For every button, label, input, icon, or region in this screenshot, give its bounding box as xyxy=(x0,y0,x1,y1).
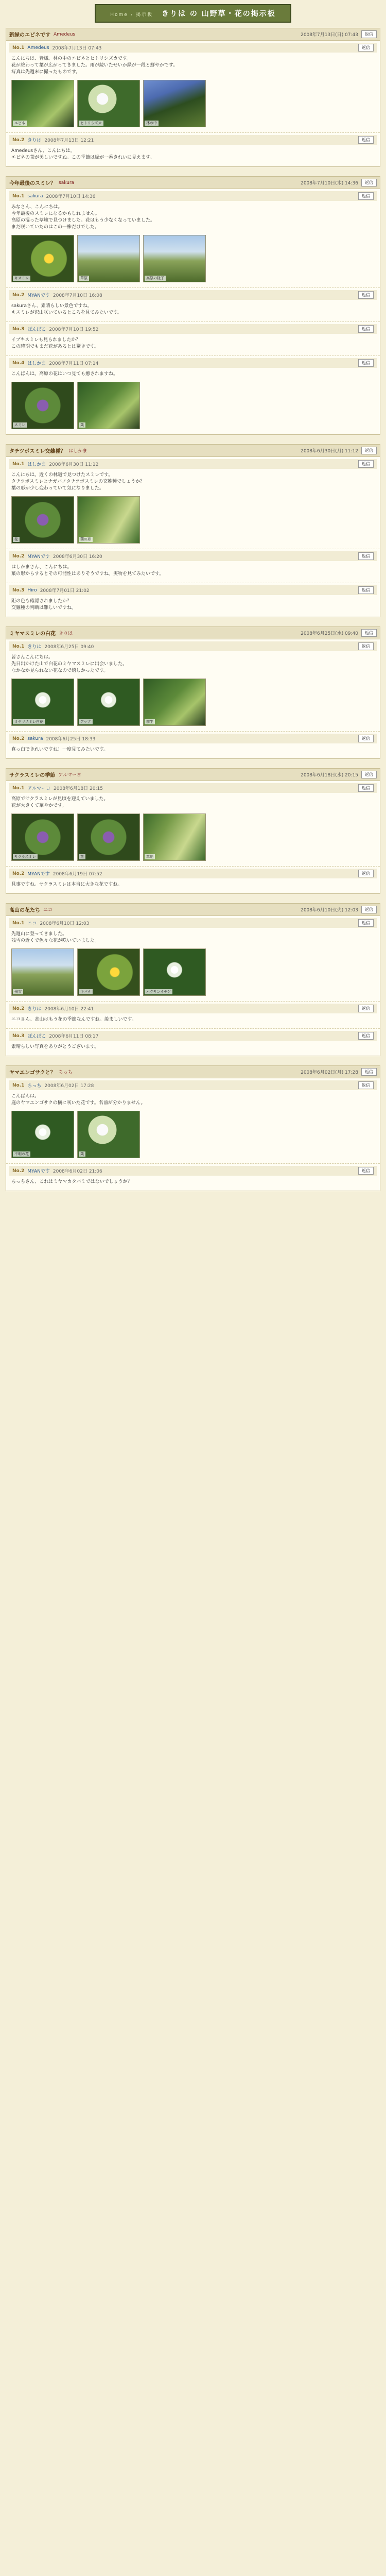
post-reply-button[interactable]: 返信 xyxy=(358,784,374,792)
post-body-line: キスミレが沢山咲いているところを見てみたいです。 xyxy=(11,310,122,315)
photo-caption: 葉 xyxy=(79,1151,85,1157)
post-number: No.3 xyxy=(12,1033,25,1039)
post-body-line: 今年最後のスミレになるかもしれません。 xyxy=(11,211,100,216)
thread-subject[interactable]: 高山の花たち xyxy=(9,908,40,913)
thread-reply-button[interactable]: 返信 xyxy=(361,906,377,913)
post-date: 2008年7月13日 07:43 xyxy=(52,46,102,51)
post-author[interactable]: MYANです xyxy=(27,554,50,560)
post-body-line: イブキスミレも見られましたか？ xyxy=(11,337,81,343)
photo-caption: ヒトリシズカ xyxy=(79,121,103,126)
post-date: 2008年6月02日 17:28 xyxy=(44,1083,94,1089)
post-date: 2008年6月18日 20:15 xyxy=(54,786,103,791)
post-body-line: 花が大きくて華やかです。 xyxy=(11,803,67,808)
photo-caption: 花 xyxy=(13,537,20,542)
photo-caption: 林の中 xyxy=(145,121,159,126)
post-date: 2008年7月01日 21:02 xyxy=(40,588,90,594)
post xyxy=(6,639,380,732)
photo-strip xyxy=(11,679,375,726)
post xyxy=(6,781,380,867)
post-number: No.1 xyxy=(12,45,25,50)
post-photo[interactable] xyxy=(77,1111,140,1158)
post-date: 2008年6月11日 08:17 xyxy=(49,1034,99,1039)
post xyxy=(6,322,380,356)
thread-date: 2008年7月10日(木) 14:36 xyxy=(301,181,358,186)
post-photo[interactable] xyxy=(77,80,140,127)
thread-date: 2008年6月10日(火) 12:03 xyxy=(301,908,358,913)
post-body-line: 先日出かけた山で白花のミヤマスミレに出会いました。 xyxy=(11,662,128,667)
post-body-line: はしかまさん、こんにちは。 xyxy=(11,565,72,570)
post xyxy=(6,1002,380,1029)
photo-caption: アップ xyxy=(79,719,93,724)
thread-title-bar xyxy=(6,1066,380,1078)
post-photo[interactable] xyxy=(77,679,140,726)
post-reply-button[interactable]: 返信 xyxy=(358,460,374,468)
thread-title-bar xyxy=(6,769,380,781)
post-number: No.4 xyxy=(12,360,25,366)
thread-date: 2008年6月25日(水) 09:40 xyxy=(301,631,358,636)
post-date: 2008年7月10日 19:52 xyxy=(49,327,99,332)
thread-date: 2008年6月18日(水) 20:15 xyxy=(301,773,358,778)
post-reply-button[interactable]: 返信 xyxy=(358,1167,374,1175)
post-body-line: みなさん、こんにちは。 xyxy=(11,205,63,210)
post xyxy=(6,583,380,617)
post-date: 2008年7月10日 16:08 xyxy=(52,293,102,298)
photo-strip xyxy=(11,235,375,282)
photo-caption: エビネ xyxy=(13,121,27,126)
post-body-line: 残雪の近くで色々な花が咲いていました。 xyxy=(11,938,100,943)
thread xyxy=(6,626,380,759)
post-reply-button[interactable]: 返信 xyxy=(358,586,374,594)
thread-subject[interactable]: ミヤマスミレの白花 xyxy=(9,631,56,637)
thread-subject[interactable]: ヤマエンゴサクと？ xyxy=(9,1070,56,1076)
thread xyxy=(6,176,380,435)
thread-date: 2008年6月02日(月) 17:28 xyxy=(301,1070,358,1075)
post-body-line: なかなか見られない花なので嬉しかったです。 xyxy=(11,668,109,673)
post-photo[interactable] xyxy=(77,235,140,282)
thread-date: 2008年6月30日(月) 11:12 xyxy=(301,449,358,454)
post-number: No.1 xyxy=(12,785,25,791)
post-author[interactable]: ぽんぽこ xyxy=(27,1034,46,1039)
photo-caption: 群生 xyxy=(145,719,155,724)
post-reply-button[interactable]: 返信 xyxy=(358,1032,374,1040)
post-reply-button[interactable]: 返信 xyxy=(358,291,374,299)
post-reply-button[interactable]: 返信 xyxy=(358,735,374,742)
post xyxy=(6,288,380,322)
thread-reply-button[interactable]: 返信 xyxy=(361,30,377,38)
thread xyxy=(6,768,380,894)
post-reply-button[interactable]: 返信 xyxy=(358,325,374,333)
post-photo[interactable] xyxy=(143,80,206,127)
post-author[interactable]: はしかま xyxy=(27,361,46,366)
post-header xyxy=(9,358,377,368)
post-date: 2008年6月25日 18:33 xyxy=(46,737,96,742)
post xyxy=(6,1164,380,1191)
photo-caption: 草地 xyxy=(145,854,155,859)
post-reply-button[interactable]: 返信 xyxy=(358,359,374,367)
post-date: 2008年6月25日 09:40 xyxy=(44,645,94,650)
post-number: No.1 xyxy=(12,920,25,926)
post-author[interactable]: Hiro xyxy=(27,587,37,593)
thread-reply-button[interactable]: 返信 xyxy=(361,629,377,637)
post-photo[interactable] xyxy=(11,948,74,996)
post-header xyxy=(9,1080,377,1090)
thread-title-bar xyxy=(6,177,380,189)
post-author[interactable]: きりは xyxy=(27,1007,42,1012)
photo-caption: 葉 xyxy=(79,422,85,428)
post-reply-button[interactable]: 返信 xyxy=(358,870,374,877)
photo-strip xyxy=(11,1111,375,1158)
post-author[interactable]: MYANです xyxy=(27,872,50,877)
thread-reply-button[interactable]: 返信 xyxy=(361,1068,377,1076)
post-author[interactable]: Amedeus xyxy=(27,45,49,50)
post-body-line: 高原でサクラスミレが見頃を迎えていました。 xyxy=(11,796,109,802)
post xyxy=(6,133,380,166)
post-number: No.2 xyxy=(12,1006,25,1011)
post xyxy=(6,189,380,288)
thread-author: ニコ xyxy=(43,908,53,913)
post-body-line: この時期でもまだ花があるとは驚きです。 xyxy=(11,344,99,349)
photo-strip xyxy=(11,80,375,127)
post-number: No.2 xyxy=(12,137,25,143)
photo-caption: 不明の花 xyxy=(13,1151,30,1157)
thread-title-bar xyxy=(6,627,380,639)
post-header xyxy=(9,585,377,595)
post-photo[interactable] xyxy=(143,814,206,861)
post-header xyxy=(9,783,377,793)
post-number: No.1 xyxy=(12,643,25,649)
post-body-line: エビネの葉が美しいですね。この季節は緑が一番きれいに見えます。 xyxy=(11,155,155,160)
thread-author: Amedeus xyxy=(54,31,76,37)
post-date: 2008年6月10日 12:03 xyxy=(40,921,90,926)
thread-subject[interactable]: 新緑のエビネです xyxy=(9,32,50,38)
photo-strip xyxy=(11,948,375,996)
post-reply-button[interactable]: 返信 xyxy=(358,919,374,927)
post-photo[interactable] xyxy=(11,235,74,282)
post-photo[interactable] xyxy=(11,382,74,429)
post-date: 2008年6月19日 07:52 xyxy=(52,872,102,877)
post-author[interactable]: sakura xyxy=(27,736,43,741)
thread-subject[interactable]: タチツボスミレ交雑種？ xyxy=(9,449,66,454)
post-date: 2008年6月30日 16:20 xyxy=(52,554,102,560)
post-header xyxy=(9,324,377,334)
photo-caption: 残雪 xyxy=(13,989,23,994)
post-header xyxy=(9,1166,377,1176)
post-body-line: 真っ白できれいですね！一度見てみたいです。 xyxy=(11,747,109,752)
post-author[interactable]: MYANです xyxy=(27,1169,50,1174)
thread-title-bar xyxy=(6,445,380,457)
post-number: No.2 xyxy=(12,1168,25,1174)
thread xyxy=(6,28,380,167)
post-body-line: こんばんは。高原の花はいつ見ても癒されますね。 xyxy=(11,371,118,377)
photo-strip xyxy=(11,814,375,861)
post-header xyxy=(9,551,377,561)
post-body-line: ちっちさん、これはミヤマカタバミではないでしょうか？ xyxy=(11,1179,132,1184)
post-header xyxy=(9,191,377,201)
post-photo[interactable] xyxy=(143,948,206,996)
post-header xyxy=(9,734,377,743)
photo-caption: サクラスミレ xyxy=(13,854,38,859)
photo-caption: 葉の形 xyxy=(79,537,93,542)
thread-title-bar xyxy=(6,904,380,916)
thread-author: はしかま xyxy=(68,449,87,454)
post-header xyxy=(9,43,377,53)
post-photo[interactable] xyxy=(77,496,140,544)
post xyxy=(6,916,380,1002)
thread-subject[interactable]: 今年最後のスミレ？ xyxy=(9,181,56,187)
post-photo[interactable] xyxy=(11,1111,74,1158)
post-body-line: 距の色も確認されましたか？ xyxy=(11,599,72,604)
post-body-line: こんにちは、皆様。林の中のエビネとヒトリシズカです。 xyxy=(11,56,132,61)
post-photo[interactable] xyxy=(77,948,140,996)
post-reply-button[interactable]: 返信 xyxy=(358,44,374,52)
post xyxy=(6,41,380,133)
post-date: 2008年7月13日 12:21 xyxy=(44,138,94,143)
board-header xyxy=(4,2,382,25)
post-author[interactable]: ちっち xyxy=(27,1083,42,1089)
post xyxy=(6,549,380,583)
post-header xyxy=(9,290,377,300)
thread-subject[interactable]: サクラスミレの季節 xyxy=(9,773,56,778)
post xyxy=(6,457,380,549)
post xyxy=(6,732,380,758)
post-author[interactable]: sakura xyxy=(27,193,43,199)
post-reply-button[interactable]: 返信 xyxy=(358,1081,374,1089)
thread-reply-button[interactable]: 返信 xyxy=(361,771,377,778)
post-photo[interactable] xyxy=(143,679,206,726)
post-reply-button[interactable]: 返信 xyxy=(358,552,374,560)
post-author[interactable]: MYANです xyxy=(27,293,50,298)
post-photo[interactable] xyxy=(77,814,140,861)
thread-list xyxy=(4,28,382,1191)
post-reply-button[interactable]: 返信 xyxy=(358,136,374,144)
post-date: 2008年6月30日 11:12 xyxy=(49,462,99,467)
post-number: No.2 xyxy=(12,736,25,741)
post-photo[interactable] xyxy=(11,679,74,726)
post-body-line: 庭のヤマエンゴサクの横に咲いた花です。名前が分かりません。 xyxy=(11,1100,146,1106)
post-body-line: 素晴らしい写真をありがとうございます。 xyxy=(11,1044,99,1049)
post-body-line: 葉の形が少し変わっていて気になりました。 xyxy=(11,486,104,491)
post-body-line: ニコさん、高山はもう花の季節なんですね。羨ましいです。 xyxy=(11,1017,136,1022)
post-number: No.1 xyxy=(12,461,25,467)
board-title: きりは の 山野草・花の掲示板 xyxy=(162,10,276,18)
post-photo[interactable] xyxy=(11,80,74,127)
thread-reply-button[interactable]: 返信 xyxy=(361,447,377,454)
photo-caption: スミレ xyxy=(13,422,27,428)
post-date: 2008年7月11日 07:14 xyxy=(49,361,99,366)
board xyxy=(4,0,382,1191)
post-author[interactable]: はしかま xyxy=(27,462,46,467)
post-body-line: 高原の湿った草地で見つけました。花はもう少なくなっていました。 xyxy=(11,218,155,223)
thread xyxy=(6,444,380,617)
post-body-line: 花が終わって葉が広がってきました。雨が続いたせいか緑が一段と鮮やかです。 xyxy=(11,63,178,68)
photo-strip xyxy=(11,382,375,429)
post xyxy=(6,1029,380,1056)
thread xyxy=(6,1065,380,1191)
photo-caption: 草原 xyxy=(79,276,89,281)
post xyxy=(6,356,380,434)
post-header xyxy=(9,459,377,469)
post-author[interactable]: きりは xyxy=(27,138,42,143)
post-date: 2008年6月02日 21:06 xyxy=(52,1169,102,1174)
post-number: No.3 xyxy=(12,326,25,332)
post xyxy=(6,867,380,893)
post-body-line: 写真は先週末に撮ったものです。 xyxy=(11,70,81,75)
photo-caption: ハクサンイチゲ xyxy=(145,989,172,994)
photo-caption: キスミレ xyxy=(13,276,30,281)
post-author[interactable]: ぽんぽこ xyxy=(27,327,46,332)
post-reply-button[interactable]: 返信 xyxy=(358,1005,374,1012)
photo-caption: ミヤマスミレ白花 xyxy=(13,719,45,724)
post-body-line: 先週山に登ってきました。 xyxy=(11,931,67,937)
post-body-line: こんにちは。近くの林道で見つけたスミレです。 xyxy=(11,472,113,478)
post-number: No.1 xyxy=(12,1082,25,1088)
post-number: No.1 xyxy=(12,193,25,199)
photo-caption: キバナ xyxy=(79,989,93,994)
post-header xyxy=(9,135,377,145)
post-header xyxy=(9,918,377,928)
thread-author: sakura xyxy=(59,180,75,185)
post-photo[interactable] xyxy=(143,235,206,282)
post-body-line: タチツボスミレとナガバノタチツボスミレの交雑種でしょうか？ xyxy=(11,479,145,484)
thread-reply-button[interactable]: 返信 xyxy=(361,179,377,187)
post-body-line: Amedeusさん、こんにちは。 xyxy=(11,148,75,154)
post-reply-button[interactable]: 返信 xyxy=(358,192,374,200)
post-body-line: sakuraさん、素晴らしい景色ですね。 xyxy=(11,303,92,309)
post-number: No.2 xyxy=(12,553,25,559)
post-number: No.2 xyxy=(12,292,25,298)
post-photo[interactable] xyxy=(11,814,74,861)
post-author[interactable]: ニコ xyxy=(27,921,37,926)
post-photo[interactable] xyxy=(77,382,140,429)
post-header xyxy=(9,869,377,878)
post-author[interactable]: アルマーヨ xyxy=(27,786,51,791)
post-body-line: 交雑種の判断は難しいですね。 xyxy=(11,605,77,611)
thread-author: アルマーヨ xyxy=(58,773,81,778)
thread-date: 2008年7月13日(日) 07:43 xyxy=(301,32,358,38)
post-body-line: こんばんは。 xyxy=(11,1094,40,1099)
thread-author: きりは xyxy=(59,631,73,636)
board-subtitle: Home › 掲示板 xyxy=(110,12,153,18)
post-header xyxy=(9,641,377,651)
post-date: 2008年7月10日 14:36 xyxy=(46,194,96,199)
post-body-line: 葉の形からするとその可能性はありそうですね。実物を見てみたいです。 xyxy=(11,571,164,577)
post-photo[interactable] xyxy=(11,496,74,544)
post-header xyxy=(9,1004,377,1013)
photo-caption: 高原の様子 xyxy=(145,276,166,281)
post-number: No.2 xyxy=(12,871,25,876)
post-header xyxy=(9,1031,377,1041)
post-reply-button[interactable]: 返信 xyxy=(358,642,374,650)
photo-caption: 花 xyxy=(79,854,85,859)
post-number: No.3 xyxy=(12,587,25,593)
post xyxy=(6,1078,380,1164)
post-author[interactable]: きりは xyxy=(27,645,42,650)
post-body-line: 見事ですね。サクラスミレは本当に大きな花ですね。 xyxy=(11,882,122,887)
thread-author: ちっち xyxy=(58,1070,73,1075)
photo-strip xyxy=(11,496,375,544)
thread-title-bar xyxy=(6,28,380,41)
board-logo[interactable] xyxy=(95,4,291,23)
thread xyxy=(6,903,380,1056)
post-date: 2008年6月10日 22:41 xyxy=(44,1007,94,1012)
post-body-line: 皆さんこんにちは。 xyxy=(11,655,54,660)
post-body-line: まだ咲いていたのはこの一株だけでした。 xyxy=(11,225,100,230)
